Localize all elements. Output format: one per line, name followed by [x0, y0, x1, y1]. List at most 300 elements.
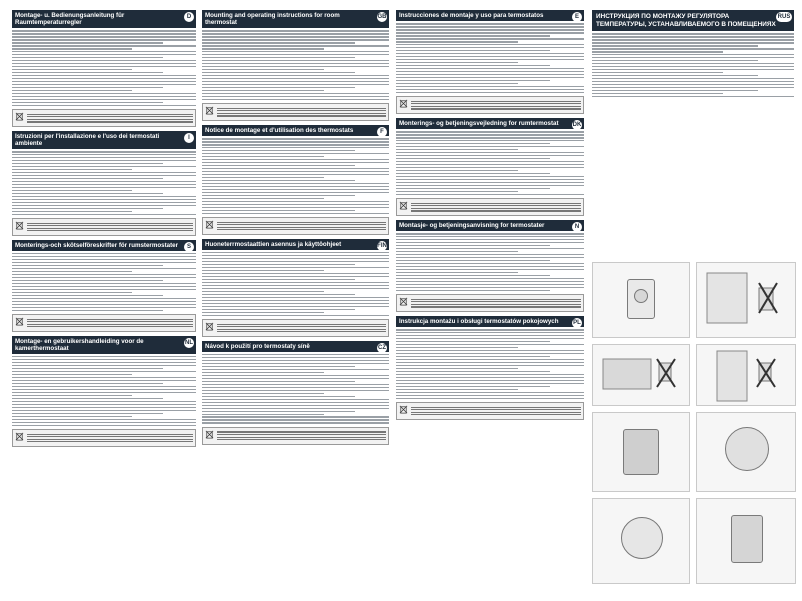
section-pl-text-line	[396, 392, 584, 394]
section-es-text-line	[396, 26, 584, 28]
ru-text-line	[592, 75, 758, 77]
ru-text-line	[592, 57, 794, 59]
section-gb-text-line	[202, 90, 324, 92]
section-dk-text-line	[396, 140, 584, 142]
section-de-text-line	[12, 54, 196, 56]
section-fr-text-line	[202, 171, 389, 173]
thermostat-illustration-3	[592, 344, 690, 406]
warning-text-line	[217, 224, 386, 225]
section-fr-text-line	[202, 204, 389, 206]
section-de-text-line	[12, 72, 163, 74]
section-de-text-line	[12, 51, 196, 53]
section-header	[12, 131, 196, 149]
section-no-text-line	[396, 233, 584, 235]
warning-text-line	[27, 319, 193, 320]
section-title: Istruzioni per l'installazione e l'uso dei termostati ambiente	[15, 132, 160, 147]
section-body	[396, 23, 584, 114]
language-badge: D	[184, 12, 194, 22]
section-es-text-line	[396, 65, 550, 67]
section-nl-text-line	[12, 422, 196, 424]
section-nl-text-line	[12, 401, 196, 403]
section-cz-text-line	[202, 360, 389, 362]
section-title: Monterings- og betjeningsvejledning for rumtermostat	[399, 119, 559, 127]
section-dk-text-line	[396, 176, 584, 178]
section-cz-text-line	[202, 387, 389, 389]
warning-text-line	[217, 331, 386, 332]
warning-text-line	[217, 437, 386, 438]
disposal-warning-box	[12, 429, 196, 447]
section-se-text-line	[12, 295, 163, 297]
warning-text-line	[27, 114, 193, 115]
section-it-text-line	[12, 172, 196, 174]
section-pl-text-line	[396, 371, 550, 373]
section-fi-text-line	[202, 273, 389, 275]
ru-text-line	[592, 48, 794, 50]
section-es-text-line	[396, 35, 550, 37]
section-gb-text-line	[202, 96, 389, 98]
section-nl-text-line	[12, 416, 132, 418]
section-gb-text-line	[202, 87, 355, 89]
section-fr-text-line	[202, 189, 389, 191]
section-de-text-line	[12, 60, 196, 62]
section-dk-text-line	[396, 131, 584, 133]
section-it-text-line	[12, 205, 196, 207]
section-pl-text-line	[396, 338, 584, 340]
section-se-text-line	[12, 256, 196, 258]
section-it-text-line	[12, 181, 196, 183]
section-fr-text-line	[202, 207, 389, 209]
section-fi-text-line	[202, 312, 324, 314]
section-de-text-line	[12, 90, 132, 92]
door-placement-icon	[697, 345, 795, 405]
warning-text-line	[217, 326, 386, 327]
section-nl-text-line	[12, 419, 196, 421]
mounting-illustration-1	[592, 412, 690, 492]
disposal-warning-box	[12, 314, 196, 332]
section-cz-text-line	[202, 354, 389, 356]
section-dk-text-line	[396, 179, 584, 181]
section-fi-text-line	[202, 315, 389, 317]
section-dk-text-line	[396, 191, 518, 193]
section-dk-text-line	[396, 143, 550, 145]
section-es-text-line	[396, 32, 584, 34]
section-de-text-line	[12, 84, 196, 86]
section-pl-text-line	[396, 359, 584, 361]
section-fr-text-line	[202, 150, 355, 152]
section-es-text-line	[396, 44, 584, 46]
section-se-text-line	[12, 265, 163, 267]
section-es-text-line	[396, 41, 518, 43]
section-es-text-line	[396, 77, 584, 79]
section-se-text-line	[12, 310, 163, 312]
section-cz-text-line	[202, 396, 355, 398]
section-es-text-line	[396, 59, 584, 61]
section-de-text-line	[12, 99, 196, 101]
column-2	[202, 10, 389, 449]
section-es-text-line	[396, 80, 550, 82]
section-gb-text-line	[202, 36, 389, 38]
section-cz-text-line	[202, 363, 389, 365]
section-no-text-line	[396, 245, 550, 247]
mounting-illustration-4	[696, 498, 796, 584]
section-gb-text-line	[202, 42, 355, 44]
section-se-text-line	[12, 283, 196, 285]
thermostat-illustration-2	[696, 262, 796, 338]
section-title: Instrukcja montażu i obsługi termostatów pokojowych	[399, 317, 559, 325]
section-no-text-line	[396, 254, 584, 256]
section-pl-text-line	[396, 395, 584, 397]
section-dk-text-line	[396, 182, 584, 184]
section-pl-text-line	[396, 356, 550, 358]
section-nl-text-line	[12, 377, 196, 379]
ru-text-line	[592, 51, 723, 53]
section-de-text-line	[12, 87, 163, 89]
section-fr-text-line	[202, 213, 389, 215]
section-dk-text-line	[396, 158, 550, 160]
section-it-text-line	[12, 163, 163, 165]
ru-text-line	[592, 45, 758, 47]
section-cz-text-line	[202, 411, 355, 413]
section-de-text-line	[12, 39, 196, 41]
section-nl-text-line	[12, 413, 163, 415]
section-it-text-line	[12, 208, 163, 210]
section-gb-text-line	[202, 93, 389, 95]
section-dk-text-line	[396, 188, 550, 190]
section-gb-text-line	[202, 30, 389, 32]
section-body	[396, 131, 584, 216]
language-badge: N	[572, 222, 582, 232]
disposal-warning-box	[12, 218, 196, 236]
section-nl	[12, 336, 196, 447]
section-gb-text-line	[202, 39, 389, 41]
mounting-illustration-3	[592, 498, 690, 584]
section-header	[202, 125, 389, 136]
crossed-out-bin-icon	[205, 220, 214, 229]
section-cz-text-line	[202, 375, 389, 377]
mounting-illustration-2	[696, 412, 796, 492]
disposal-warning-box	[202, 427, 389, 445]
ru-text-line	[592, 93, 723, 95]
warning-text-line	[411, 103, 581, 104]
section-cz-text-line	[202, 372, 324, 374]
section-es	[396, 10, 584, 114]
section-header	[202, 239, 389, 250]
warning-text-line	[217, 434, 386, 435]
section-gb-text-line	[202, 33, 389, 35]
section-cz-text-line	[202, 381, 355, 383]
section-fi-text-line	[202, 306, 389, 308]
section-fr-text-line	[202, 162, 389, 164]
section-title: Montage- en gebruikershandleiding voor de kamerthermostaat	[15, 337, 144, 352]
section-body	[12, 253, 196, 332]
language-badge: E	[572, 12, 582, 22]
warning-text-line	[217, 431, 386, 432]
warning-text-line	[411, 203, 581, 204]
section-gb	[202, 10, 389, 121]
section-pl-text-line	[396, 398, 584, 400]
section-fr-text-line	[202, 168, 389, 170]
section-fr-text-line	[202, 153, 389, 155]
section-header	[12, 240, 196, 251]
section-de-text-line	[12, 75, 196, 77]
section-cz-text-line	[202, 390, 389, 392]
ru-text-line	[592, 39, 794, 41]
section-fr-text-line	[202, 201, 389, 203]
section-gb-text-line	[202, 78, 389, 80]
crossed-out-bin-icon	[205, 322, 214, 331]
warning-text-line	[411, 210, 581, 211]
section-es-text-line	[396, 56, 584, 58]
language-badge: NL	[185, 339, 193, 346]
section-header	[202, 341, 389, 352]
section-no-text-line	[396, 272, 518, 274]
section-se-text-line	[12, 307, 196, 309]
section-gb-text-line	[202, 75, 389, 77]
section-nl-text-line	[12, 371, 196, 373]
section-fi-text-line	[202, 291, 324, 293]
section-se	[12, 240, 196, 332]
section-cz-text-line	[202, 416, 389, 418]
section-fr-text-line	[202, 186, 389, 188]
section-header	[202, 10, 389, 28]
section-es-text-line	[396, 47, 584, 49]
section-no-text-line	[396, 248, 584, 250]
section-pl-text-line	[396, 329, 584, 331]
wiring-icon	[621, 517, 663, 559]
section-pl-text-line	[396, 383, 584, 385]
section-es-text-line	[396, 74, 584, 76]
section-no-text-line	[396, 260, 550, 262]
warning-text-line	[217, 227, 386, 228]
section-fr-text-line	[202, 177, 324, 179]
warning-text-line	[411, 106, 581, 107]
crossed-out-bin-icon	[399, 201, 408, 210]
language-badge: DK	[572, 121, 582, 128]
crossed-out-bin-icon	[15, 112, 24, 121]
ru-section-header	[592, 10, 794, 31]
crossed-out-bin-icon	[399, 99, 408, 108]
section-es-text-line	[396, 38, 584, 40]
section-fi-text-line	[202, 288, 389, 290]
section-gb-text-line	[202, 48, 324, 50]
section-pl-text-line	[396, 353, 584, 355]
section-de-text-line	[12, 102, 163, 104]
section-cz-text-line	[202, 384, 389, 386]
section-body	[202, 138, 389, 235]
section-fi-text-line	[202, 282, 389, 284]
section-de-text-line	[12, 66, 196, 68]
section-gb-text-line	[202, 69, 324, 71]
section-header	[12, 10, 196, 28]
warning-text-line	[27, 119, 193, 120]
crossed-out-bin-icon	[399, 405, 408, 414]
section-pl-text-line	[396, 380, 584, 382]
section-fi-text-line	[202, 303, 389, 305]
warning-text-line	[217, 222, 386, 223]
section-se-text-line	[12, 301, 196, 303]
section-dk-text-line	[396, 134, 584, 136]
section-cz-text-line	[202, 393, 324, 395]
warning-text-line	[27, 230, 193, 231]
ru-text-line	[592, 54, 794, 56]
disposal-warning-box	[202, 217, 389, 235]
section-title: Huoneterrmostaattien asennus ja käyttöohjeet	[205, 240, 342, 248]
section-it-text-line	[12, 178, 163, 180]
ru-text-line	[592, 96, 794, 98]
section-title: Monterings-och skötselföreskrifter för rumstermostater	[15, 241, 178, 249]
section-title: Návod k použití pro termostaty síně	[205, 342, 310, 350]
crossed-out-bin-icon	[399, 297, 408, 306]
section-se-text-line	[12, 286, 196, 288]
ru-text-line	[592, 78, 794, 80]
section-title: Montasje- og betjeningsanvisning for termostater	[399, 221, 545, 229]
section-se-text-line	[12, 274, 196, 276]
warning-text-line	[217, 439, 386, 440]
section-no-text-line	[396, 239, 584, 241]
section-fr-text-line	[202, 210, 355, 212]
crossed-out-bin-icon	[15, 221, 24, 230]
section-pl	[396, 316, 584, 420]
warning-text-line	[27, 326, 193, 327]
section-fr-text-line	[202, 180, 355, 182]
warning-text-line	[27, 116, 193, 117]
section-gb-text-line	[202, 72, 355, 74]
section-pl-text-line	[396, 335, 584, 337]
section-no-text-line	[396, 290, 550, 292]
section-nl-text-line	[12, 383, 163, 385]
section-de-text-line	[12, 81, 196, 83]
section-no-text-line	[396, 269, 584, 271]
warning-text-line	[411, 409, 581, 410]
section-gb-text-line	[202, 99, 389, 101]
section-it-text-line	[12, 214, 196, 216]
section-de-text-line	[12, 105, 196, 107]
section-de-text-line	[12, 96, 196, 98]
disposal-warning-box	[396, 96, 584, 114]
section-title: Montage- u. Bedienungsanleitung für Raumtemperaturregler	[15, 12, 125, 26]
ru-text-line	[592, 84, 794, 86]
section-se-text-line	[12, 262, 196, 264]
section-nl-text-line	[12, 356, 196, 358]
section-es-text-line	[396, 29, 584, 31]
section-nl-text-line	[12, 359, 196, 361]
section-body	[12, 356, 196, 447]
section-it-text-line	[12, 211, 132, 213]
section-no-text-line	[396, 278, 584, 280]
thermostat-illustration-1	[592, 262, 690, 338]
warning-text-line	[217, 324, 386, 325]
section-header	[396, 10, 584, 21]
section-es-text-line	[396, 92, 584, 94]
warning-text-line	[27, 324, 193, 325]
disposal-warning-box	[396, 294, 584, 312]
section-de-text-line	[12, 93, 196, 95]
ru-section-title: ИНСТРУКЦИЯ ПО МОНТАЖУ РЕГУЛЯТОРА ТЕМПЕРАТУРЫ, УСТАНАВЛИВАЕМОГО В ПОМЕЩЕНИЯХ	[596, 13, 776, 28]
section-pl-text-line	[396, 332, 584, 334]
section-pl-text-line	[396, 347, 518, 349]
disposal-warning-box	[12, 109, 196, 127]
section-cz-text-line	[202, 414, 324, 416]
section-dk-text-line	[396, 164, 584, 166]
section-no-text-line	[396, 266, 584, 268]
section-nl-text-line	[12, 407, 196, 409]
section-se-text-line	[12, 277, 196, 279]
ru-section-text	[592, 33, 794, 97]
section-it-text-line	[12, 175, 196, 177]
section-de-text-line	[12, 42, 163, 44]
section-pl-text-line	[396, 377, 584, 379]
section-es-text-line	[396, 62, 518, 64]
section-dk-text-line	[396, 137, 584, 139]
section-es-text-line	[396, 71, 584, 73]
section-nl-text-line	[12, 380, 196, 382]
section-no-text-line	[396, 257, 584, 259]
section-es-text-line	[396, 68, 584, 70]
section-dk-text-line	[396, 155, 584, 157]
section-se-text-line	[12, 280, 163, 282]
section-cz-text-line	[202, 422, 389, 424]
warning-text-line	[411, 306, 581, 307]
section-gb-text-line	[202, 45, 389, 47]
section-pl-text-line	[396, 341, 550, 343]
crossed-out-bin-icon	[15, 317, 24, 326]
section-fr-text-line	[202, 198, 324, 200]
warning-text-line	[411, 108, 581, 109]
column-1	[12, 10, 196, 451]
section-nl-text-line	[12, 365, 196, 367]
section-gb-text-line	[202, 57, 355, 59]
section-es-text-line	[396, 83, 518, 85]
section-de-text-line	[12, 48, 132, 50]
section-fi-text-line	[202, 267, 389, 269]
section-title: Notice de montage et d'utilisation des thermostats	[205, 126, 354, 134]
warning-text-line	[27, 225, 193, 226]
warning-text-line	[27, 228, 193, 229]
section-it-text-line	[12, 157, 196, 159]
section-nl-text-line	[12, 398, 163, 400]
warning-text-line	[27, 436, 193, 437]
section-de-text-line	[12, 57, 163, 59]
warning-text-line	[411, 101, 581, 102]
warning-text-line	[411, 412, 581, 413]
window-placement-icon	[697, 263, 795, 337]
section-nl-text-line	[12, 425, 196, 427]
section-it-text-line	[12, 184, 196, 186]
language-badge: PL	[573, 319, 581, 326]
section-header	[396, 316, 584, 327]
section-se-text-line	[12, 304, 196, 306]
section-fi-text-line	[202, 279, 355, 281]
side-code	[1, 10, 9, 80]
section-se-text-line	[12, 259, 196, 261]
section-dk	[396, 118, 584, 216]
section-cz-text-line	[202, 402, 389, 404]
section-cz-text-line	[202, 369, 389, 371]
section-se-text-line	[12, 292, 132, 294]
section-fi-text-line	[202, 285, 389, 287]
section-fr-text-line	[202, 195, 355, 197]
section-nl-text-line	[12, 389, 196, 391]
ru-text-line	[592, 87, 794, 89]
section-fi-text-line	[202, 270, 324, 272]
heater-placement-icon	[593, 345, 689, 405]
ru-text-line	[592, 81, 794, 83]
section-de	[12, 10, 196, 127]
section-es-text-line	[396, 89, 584, 91]
section-body	[12, 30, 196, 127]
warning-text-line	[27, 439, 193, 440]
section-no-text-line	[396, 281, 584, 283]
